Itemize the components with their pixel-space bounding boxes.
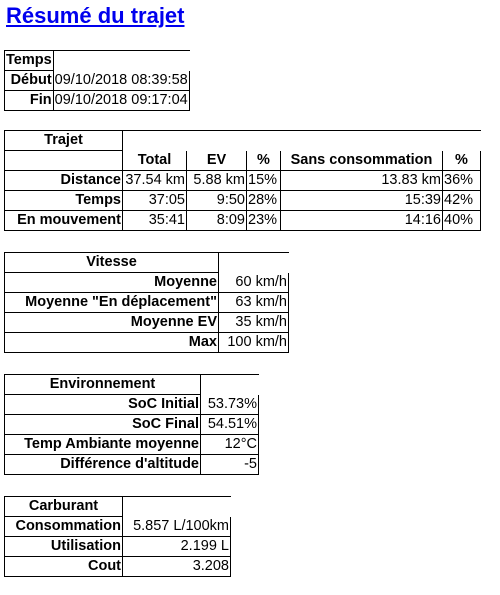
trajet-corner-cell: [5, 151, 123, 171]
environnement-table: [4, 374, 259, 475]
debut-label: Début: [5, 71, 54, 91]
row-value: -5: [201, 455, 259, 475]
cell-pct2: 42%: [443, 191, 481, 211]
row-label: Moyenne "En déplacement": [5, 293, 219, 313]
cell-sans: 14:16: [281, 211, 443, 231]
row-label: Utilisation: [5, 537, 123, 557]
cell-pct: 28%: [247, 191, 281, 211]
page-title: [6, 1, 185, 31]
table-row: [5, 435, 259, 455]
table-row: [5, 171, 481, 191]
temps-header: Temps: [5, 51, 54, 71]
table-row: [5, 395, 259, 415]
row-label: Cout: [5, 557, 123, 577]
row-value: 60 km/h: [219, 273, 289, 293]
cell-total: 37:05: [123, 191, 187, 211]
cell-pct: 23%: [247, 211, 281, 231]
carburant-table: [4, 496, 231, 577]
carburant-header: Carburant: [5, 497, 123, 517]
fin-label: Fin: [5, 91, 54, 111]
cell-ev: 9:50: [187, 191, 247, 211]
table-row: [5, 273, 289, 293]
row-value: 12°C: [201, 435, 259, 455]
row-value: 54.51%: [201, 415, 259, 435]
table-row: [5, 211, 481, 231]
cell-ev: 8:09: [187, 211, 247, 231]
row-value: 2.199 L: [123, 537, 231, 557]
row-value: 35 km/h: [219, 313, 289, 333]
row-label: Consommation: [5, 517, 123, 537]
temps-table: [4, 50, 190, 111]
cell-pct: 15%: [247, 171, 281, 191]
trajet-col-sans: Sans consommation: [281, 151, 443, 171]
cell-total: 37.54 km: [123, 171, 187, 191]
cell-total: 35:41: [123, 211, 187, 231]
table-row: [5, 537, 231, 557]
row-value: 53.73%: [201, 395, 259, 415]
trajet-table: [4, 130, 481, 231]
table-row: [5, 191, 481, 211]
fin-value: 09/10/2018 09:17:04: [54, 91, 190, 111]
trajet-col-total: Total: [123, 151, 187, 171]
row-label: En mouvement: [5, 211, 123, 231]
cell-pct2: 36%: [443, 171, 481, 191]
row-label: Temp Ambiante moyenne: [5, 435, 201, 455]
table-row: [5, 517, 231, 537]
table-row: [5, 415, 259, 435]
row-value: 100 km/h: [219, 333, 289, 353]
table-row: [5, 455, 259, 475]
row-label: SoC Final: [5, 415, 201, 435]
cell-sans: 13.83 km: [281, 171, 443, 191]
environnement-header: Environnement: [5, 375, 201, 395]
cell-pct2: 40%: [443, 211, 481, 231]
row-value: 3.208: [123, 557, 231, 577]
row-label: SoC Initial: [5, 395, 201, 415]
row-label: Distance: [5, 171, 123, 191]
trajet-col-ev: EV: [187, 151, 247, 171]
cell-ev: 5.88 km: [187, 171, 247, 191]
row-label: Moyenne: [5, 273, 219, 293]
row-value: 63 km/h: [219, 293, 289, 313]
debut-value: 09/10/2018 08:39:58: [54, 71, 190, 91]
row-label: Max: [5, 333, 219, 353]
row-value: 5.857 L/100km: [123, 517, 231, 537]
trajet-col-pct: %: [247, 151, 281, 171]
table-row: [5, 557, 231, 577]
vitesse-table: [4, 252, 289, 353]
table-row: [5, 333, 289, 353]
trajet-header: Trajet: [5, 131, 123, 151]
vitesse-header: Vitesse: [5, 253, 219, 273]
row-label: Temps: [5, 191, 123, 211]
row-label: Différence d'altitude: [5, 455, 201, 475]
cell-sans: 15:39: [281, 191, 443, 211]
table-row: [5, 293, 289, 313]
row-label: Moyenne EV: [5, 313, 219, 333]
page-title-link[interactable]: Résumé du trajet: [6, 3, 185, 28]
trajet-col-pct2: %: [443, 151, 481, 171]
table-row: [5, 313, 289, 333]
